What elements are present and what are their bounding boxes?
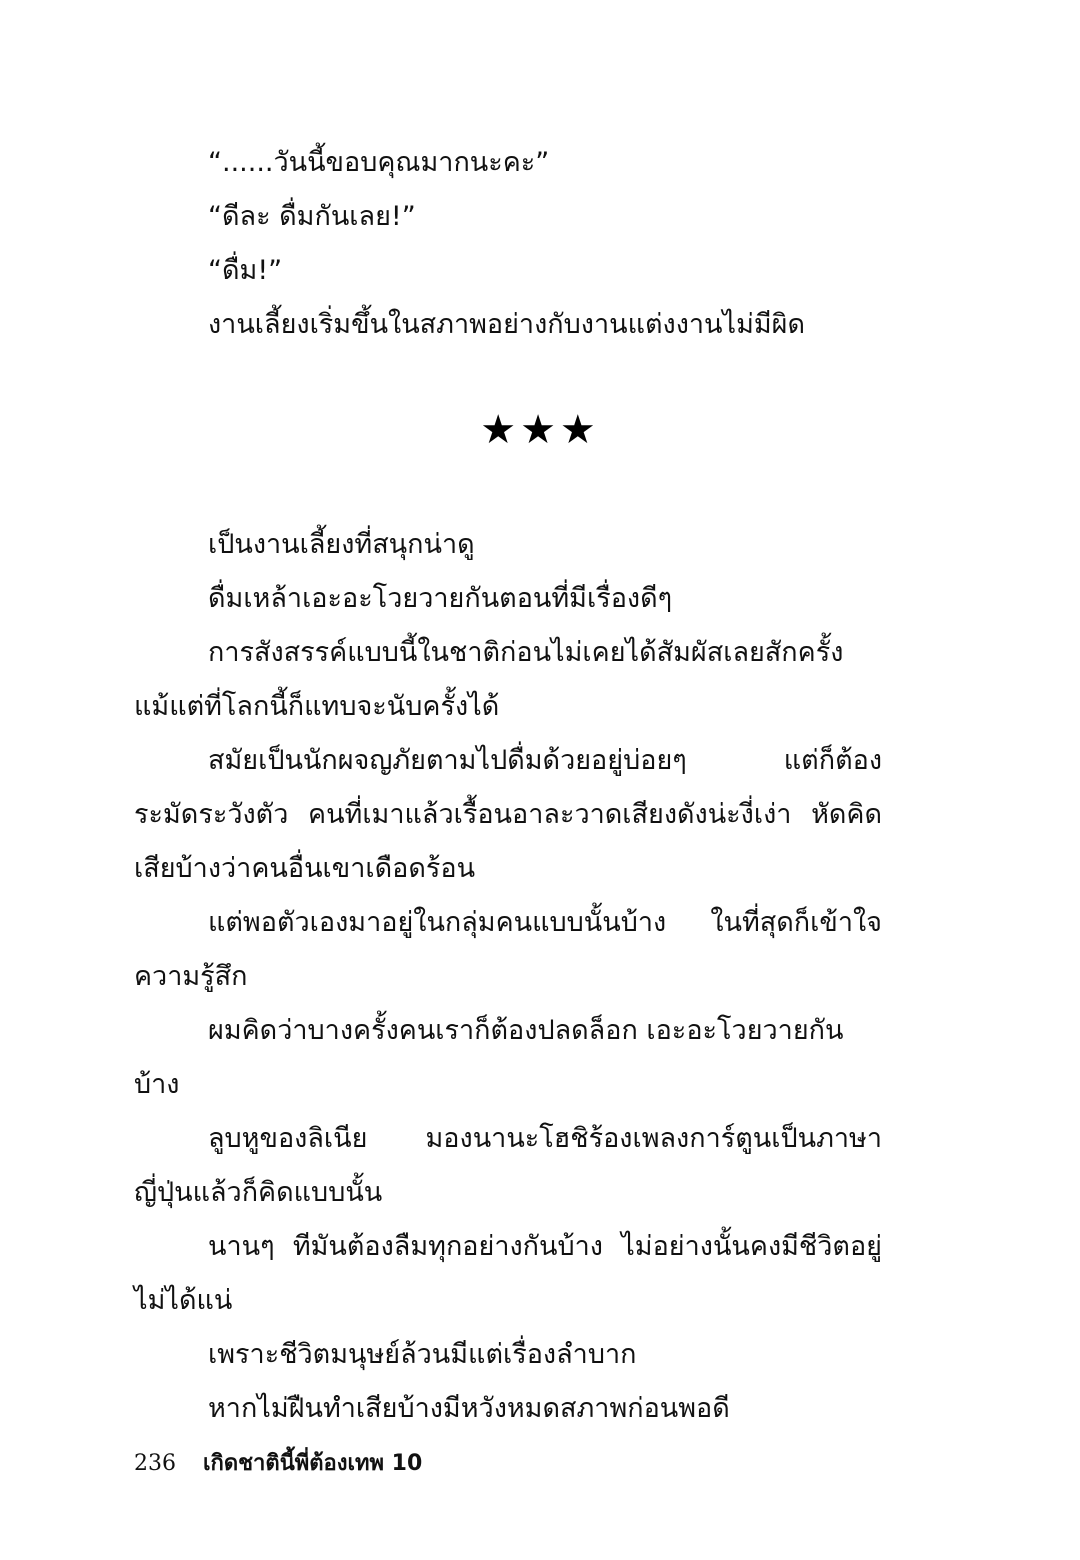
narration-paragraph: นานๆ ทีมันต้องลืมทุกอย่างกันบ้าง ไม่อย่างนั้นคงมีชีวิตอยู่ไม่ได้แน่	[134, 1231, 882, 1316]
narration-paragraph: การสังสรรค์แบบนี้ในชาติก่อนไม่เคยได้สัมผัสเลยสักครั้ง แม้แต่ที่โลกนี้ก็แทบจะนับครั้งได้	[134, 637, 844, 722]
narration-paragraph: ลูบหูของลิเนีย มองนานะโฮชิร้องเพลงการ์ตูนเป็นภาษาญี่ปุ่นแล้วก็คิดแบบนั้น	[134, 1123, 882, 1208]
narration-paragraph: ดื่มเหล้าเอะอะโวยวายกันตอนที่มีเรื่องดีๆ	[208, 583, 673, 614]
narration-paragraph: แต่พอตัวเองมาอยู่ในกลุ่มคนแบบนั้นบ้าง ในที่สุดก็เข้าใจความรู้สึก	[134, 907, 882, 992]
narration-paragraph: สมัยเป็นนักผจญภัยตามไปดื่มด้วยอยู่บ่อยๆ แต่ก็ต้องระมัดระวังตัว คนที่เมาแล้วเรื้อนอาละวาดเสียงดังน่ะงี่เง่า หัดคิดเสียบ้างว่าคนอื่นเขาเดือดร้อน	[134, 745, 882, 884]
dialogue-line: “ดีละ ดื่มกันเลย!”	[208, 201, 416, 232]
dialogue-line: “......วันนี้ขอบคุณมากนะคะ”	[208, 147, 550, 178]
narration-paragraph: งานเลี้ยงเริ่มขึ้นในสภาพอย่างกับงานแต่งงานไม่มีผิด	[208, 309, 806, 340]
book-title: เกิดชาตินี้พี่ต้องเทพ 10	[203, 1451, 423, 1476]
dialogue-line: “ดื่ม!”	[208, 255, 283, 286]
narration-section	[134, 518, 882, 1436]
narration-paragraph: เป็นงานเลี้ยงที่สนุกน่าดู	[208, 529, 475, 560]
scene-break-divider: ★★★	[480, 407, 600, 453]
narration-paragraph: เพราะชีวิตมนุษย์ล้วนมีแต่เรื่องลำบาก	[208, 1339, 637, 1370]
narration-paragraph: ผมคิดว่าบางครั้งคนเราก็ต้องปลดล็อก เอะอะโวยวายกันบ้าง	[134, 1015, 844, 1100]
narration-paragraph: หากไม่ฝืนทำเสียบ้างมีหวังหมดสภาพก่อนพอดี	[208, 1393, 730, 1424]
opening-dialogue-section	[134, 136, 882, 352]
page-number: 236	[134, 1451, 176, 1476]
page-footer	[134, 1450, 422, 1478]
